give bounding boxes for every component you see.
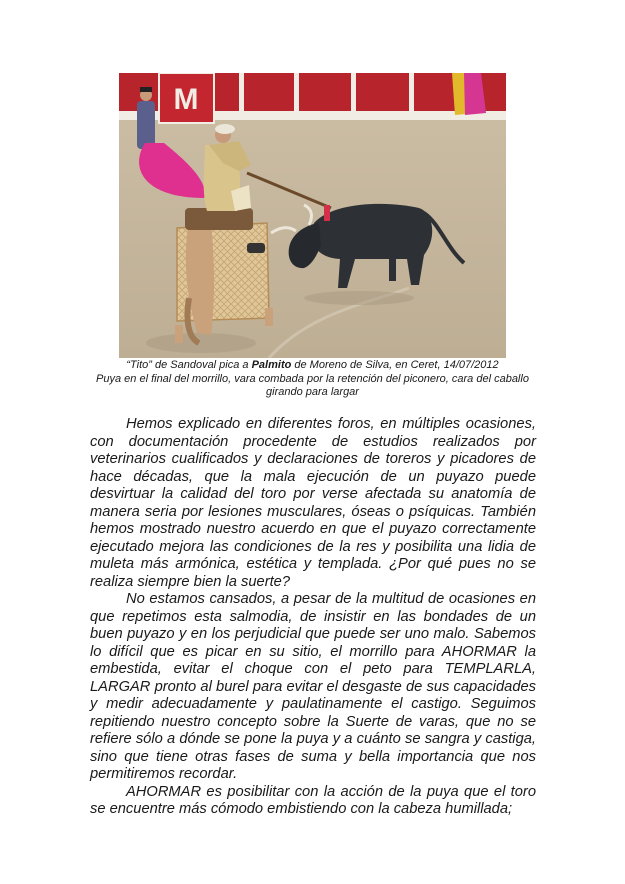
caption-line-1: “Tito” de Sandoval pica a Palmito de Moreno de Silva, en Ceret, 14/07/2012 — [126, 359, 499, 371]
figure-caption — [90, 359, 535, 400]
article-body — [90, 416, 536, 819]
paragraph-2: No estamos cansados, a pesar de la multitud de ocasiones en que repetimos esta salmodia, de insistir en las bondades de un buen puyazo y en los perjudicial que puede ser uno malo. Sabemos lo difícil que es picar en su sitio, el morrillo para AHORMAR la embestida, evitar el choque con el peto para TEMPLARLA, LARGAR pronto al burel para evitar el desgaste de sus capacidades y medir adecuadamente y paulatinamente el castigo. Seguimos repitiendo nuestro concepto sobre la Suerte de varas, que no se refiere sólo a dónde se pone la puya y a cuánto se sangra y castiga, sino que tiene otras fases de suma y bella importancia que nos permitiremos recordar. — [90, 591, 536, 782]
bull-name: Palmito — [251, 359, 292, 371]
torero-right — [452, 73, 486, 115]
paragraph-1: Hemos explicado en diferentes foros, en múltiples ocasiones, con documentación procedente de estudios realizados por veterinarios cualificados y declaraciones de toreros y picadores de hace décadas, que la mala ejecución de un puyazo puede desvirtuar la calidad del toro por verse afectada su anatomía de manera seria por lesiones musculares, óseas o psíquicas. También hemos mostrado nuestro acuerdo en que el puyazo correctamente ejecutado mejora las condiciones de la res y posibilita una lidia de muleta más armónica, estética y templada. ¿Por qué pues no se realiza siempre bien la suerte? — [90, 416, 536, 590]
caption-line-2: Puya en el final del morrillo, vara combada por la retención del piconero, cara del caballo girando para largar — [96, 372, 529, 398]
paragraph-3: AHORMAR es posibilitar con la acción de la puya que el toro se encuentre más cómodo embistiendo con la cabeza humillada; — [90, 783, 536, 817]
bullfight-photo — [119, 73, 506, 358]
arena-logo — [159, 73, 214, 123]
svg-text:M: M — [173, 83, 199, 116]
